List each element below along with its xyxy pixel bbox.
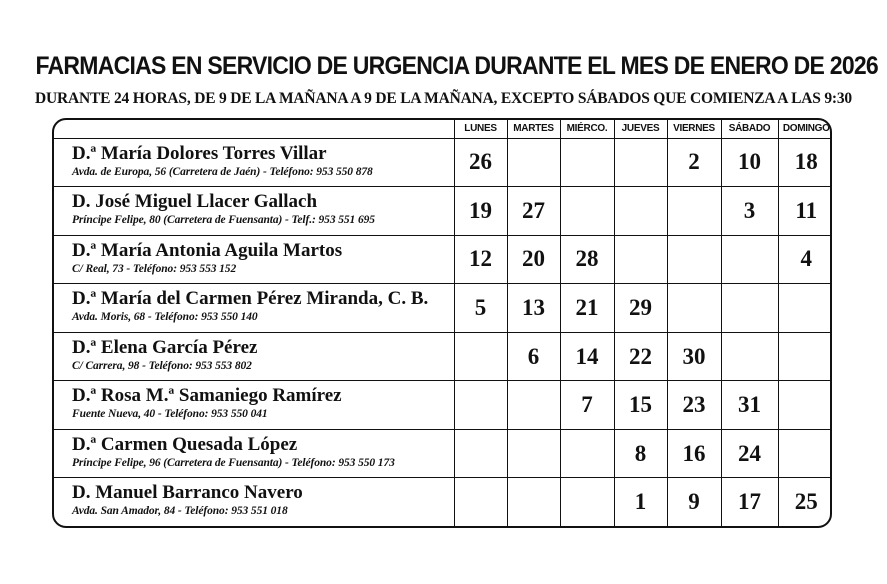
duty-day-cell	[778, 429, 832, 478]
duty-day-cell: 20	[507, 235, 560, 284]
pharmacist-name: D. Manuel Barranco Navero	[72, 482, 303, 504]
duty-day-cell: 16	[667, 429, 721, 478]
pharmacy-info-cell	[54, 429, 454, 478]
duty-day-cell: 28	[560, 235, 614, 284]
table-row	[54, 429, 832, 478]
duty-day-cell	[454, 381, 507, 430]
pharmacy-info-cell	[54, 478, 454, 526]
day-header-miercoles: MIÉRCO.	[560, 120, 614, 138]
pharmacy-address: Avda. de Europa, 56 (Carretera de Jaén) - Teléfono: 953 550 878	[72, 165, 373, 178]
duty-day-cell: 23	[667, 381, 721, 430]
duty-day-cell	[507, 381, 560, 430]
day-header-jueves: JUEVES	[614, 120, 667, 138]
table-row	[54, 381, 832, 430]
pharmacy-info-cell	[54, 187, 454, 236]
duty-day-cell: 2	[667, 138, 721, 187]
duty-day-cell: 24	[721, 429, 778, 478]
pharmacist-name: D.ª Elena García Pérez	[72, 336, 258, 358]
duty-day-cell	[560, 187, 614, 236]
duty-day-cell: 11	[778, 187, 832, 236]
table-row	[54, 187, 832, 236]
duty-day-cell	[667, 235, 721, 284]
pharmacist-name: D.ª María Dolores Torres Villar	[72, 142, 327, 164]
pharmacist-name: D.ª María Antonia Aguila Martos	[72, 239, 343, 261]
duty-day-cell	[614, 138, 667, 187]
table-row	[54, 478, 832, 526]
pharmacy-address: Príncipe Felipe, 80 (Carretera de Fuensanta) - Telf.: 953 551 695	[72, 214, 375, 227]
duty-day-cell	[778, 381, 832, 430]
duty-day-cell: 25	[778, 478, 832, 526]
duty-day-cell: 7	[560, 381, 614, 430]
duty-day-cell: 29	[614, 284, 667, 333]
pharmacy-address: C/ Real, 73 - Teléfono: 953 553 152	[72, 262, 237, 275]
duty-day-cell	[721, 284, 778, 333]
duty-day-cell	[778, 332, 832, 381]
day-header-lunes: LUNES	[454, 120, 507, 138]
duty-day-cell: 6	[507, 332, 560, 381]
duty-day-cell	[667, 187, 721, 236]
table-header-row	[54, 120, 832, 138]
pharmacist-name: D.ª Rosa M.ª Samaniego Ramírez	[72, 385, 342, 407]
duty-day-cell	[778, 284, 832, 333]
duty-day-cell: 19	[454, 187, 507, 236]
duty-day-cell	[454, 332, 507, 381]
duty-day-cell	[454, 478, 507, 526]
duty-day-cell: 18	[778, 138, 832, 187]
duty-day-cell: 4	[778, 235, 832, 284]
duty-day-cell: 9	[667, 478, 721, 526]
duty-day-cell	[560, 478, 614, 526]
pharmacist-name: D. José Miguel Llacer Gallach	[72, 191, 318, 213]
duty-day-cell	[721, 332, 778, 381]
duty-day-cell: 15	[614, 381, 667, 430]
duty-day-cell	[614, 235, 667, 284]
pharmacy-address: Príncipe Felipe, 96 (Carretera de Fuensanta) - Teléfono: 953 550 173	[72, 456, 395, 469]
pharmacy-info-cell	[54, 381, 454, 430]
pharmacy-address: Avda. San Amador, 84 - Teléfono: 953 551 018	[72, 505, 288, 518]
day-header-domingo: DOMINGO	[778, 120, 832, 138]
duty-day-cell	[614, 187, 667, 236]
table-row	[54, 284, 832, 333]
duty-day-cell	[507, 429, 560, 478]
duty-day-cell: 12	[454, 235, 507, 284]
pharmacy-info-cell	[54, 332, 454, 381]
day-header-viernes: VIERNES	[667, 120, 721, 138]
pharmacy-info-cell	[54, 235, 454, 284]
day-header-sabado: SÁBADO	[721, 120, 778, 138]
duty-day-cell: 26	[454, 138, 507, 187]
duty-day-cell: 31	[721, 381, 778, 430]
page-subtitle: DURANTE 24 HORAS, DE 9 DE LA MAÑANA A 9 DE LA MAÑANA, EXCEPTO SÁBADOS QUE COMIENZA A LAS 9:30	[35, 90, 852, 107]
pharmacy-address: C/ Carrera, 98 - Teléfono: 953 553 802	[72, 359, 252, 372]
duty-day-cell	[507, 478, 560, 526]
duty-day-cell: 22	[614, 332, 667, 381]
duty-day-cell	[560, 138, 614, 187]
duty-day-cell: 5	[454, 284, 507, 333]
duty-day-cell: 10	[721, 138, 778, 187]
duty-day-cell: 14	[560, 332, 614, 381]
duty-day-cell: 21	[560, 284, 614, 333]
duty-day-cell	[721, 235, 778, 284]
duty-day-cell	[454, 429, 507, 478]
duty-day-cell: 13	[507, 284, 560, 333]
header-blank-cell	[54, 120, 454, 138]
pharmacy-info-cell	[54, 284, 454, 333]
pharmacy-address: Fuente Nueva, 40 - Teléfono: 953 550 041	[72, 408, 268, 421]
duty-day-cell	[507, 138, 560, 187]
table-row	[54, 235, 832, 284]
duty-day-cell: 30	[667, 332, 721, 381]
duty-day-cell	[560, 429, 614, 478]
duty-day-cell: 17	[721, 478, 778, 526]
pharmacist-name: D.ª María del Carmen Pérez Miranda, C. B.	[72, 288, 429, 310]
duty-day-cell: 27	[507, 187, 560, 236]
page-title: FARMACIAS EN SERVICIO DE URGENCIA DURANTE EL MES DE ENERO DE 2026	[35, 52, 878, 80]
day-header-martes: MARTES	[507, 120, 560, 138]
pharmacist-name: D.ª Carmen Quesada López	[72, 433, 298, 455]
duty-day-cell: 1	[614, 478, 667, 526]
duty-day-cell	[667, 284, 721, 333]
pharmacy-info-cell	[54, 138, 454, 187]
table-row	[54, 138, 832, 187]
duty-day-cell: 8	[614, 429, 667, 478]
pharmacy-schedule-table	[52, 118, 832, 528]
table-row	[54, 332, 832, 381]
pharmacy-address: Avda. Moris, 68 - Teléfono: 953 550 140	[72, 311, 258, 324]
duty-day-cell: 3	[721, 187, 778, 236]
